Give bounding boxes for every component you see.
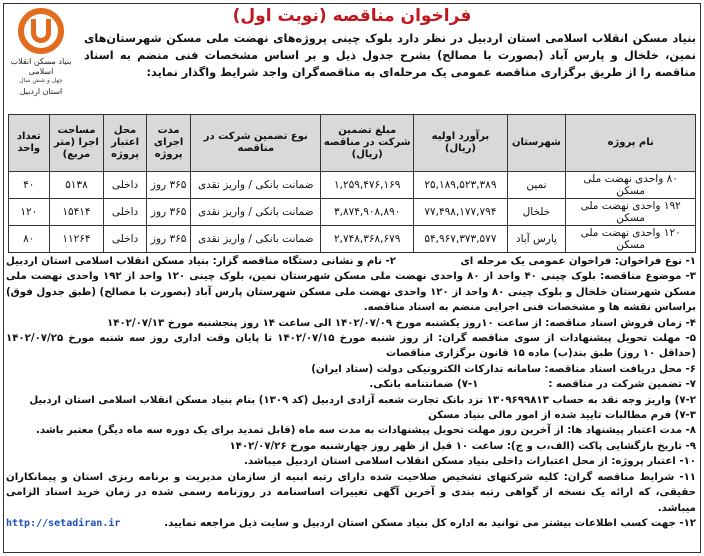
cell-area: ۱۵۴۱۴ (49, 199, 104, 226)
cell-funding-source: داخلی (104, 226, 147, 253)
cell-city: نمین (507, 172, 566, 199)
cell-project-name: ۸۰ واحدی نهضت ملی مسکن (566, 172, 696, 199)
item-7-2: ۷-۲) واریز وجه نقد به حساب ۱۳۰۹۶۹۹۸۱۳ نزد بانک تجارت شعبه آزادی اردبیل (کد ۱۳۰۹) بنام بنیاد مسکن انقلاب اسلامی استان اردبیل (29, 394, 696, 406)
header-estimate: برآورد اولیه (ریال) (414, 115, 507, 172)
item-7: ۷- تضمین شرکت در مناقصه : (548, 379, 696, 391)
item-9: ۹- تاریخ بازگشایی پاکت (الف،ب و ج): ساعت ۱۰ قبل از ظهر روز چهارشنبه مورخ ۱۴۰۲/۰۷/۲۶ (229, 440, 696, 452)
cell-project-name: ۱۲۰ واحدی نهضت ملی مسکن (566, 226, 696, 253)
item-12: ۱۲- جهت کسب اطلاعات بیشتر می توانید به اداره کل بنیاد مسکن استان اردبیل و سایت ذیل مراجعه نمایید. (164, 517, 696, 529)
item-6: ۶- محل دریافت اسناد مناقصه: سامانه تدارکات الکترونیکی دولت (ستاد ایران) (311, 363, 696, 375)
cell-duration: ۳۶۵ روز (146, 226, 191, 253)
cell-duration: ۳۶۵ روز (146, 199, 191, 226)
table-row (9, 172, 696, 199)
item-7-3: ۷-۳) فرم مطالبات تایید شده از امور مالی بنیاد مسکن (428, 410, 696, 422)
header-area: مساحت اجرا (متر مربع) (49, 115, 104, 172)
header-city: شهرستان (507, 115, 566, 172)
cell-unit-count: ۸۰ (9, 226, 50, 253)
setadiran-link[interactable]: http://setadiran.ir (6, 517, 121, 529)
cell-project-name: ۱۹۲ واحدی نهضت ملی مسکن (566, 199, 696, 226)
item-8: ۸- مدت اعتبار پیشنهاد ها: از آخرین روز مهلت تحویل پیشنهادات به مدت سه ماه (قابل تمدید برای یک دوره سه ماه دیگر) معتبر باشد. (36, 425, 696, 437)
header-duration: مدت اجرای پروژه (146, 115, 191, 172)
item-5: ۵- مهلت تحویل پیشنهادات از سوی مناقصه گران: از روز شنبه مورخ ۱۴۰۲/۰۷/۱۵ تا پایان وقت اداری روز سه شنبه مورخ ۱۴۰۲/۰۷/۲۵ (حداقل ۱۰ روز) طبق بند(ب) ماده ۱۵ قانون برگزاری مناقصات (6, 333, 696, 360)
logo-org-name: بنیاد مسکن انقلاب اسلامی (10, 57, 72, 76)
logo-subtitle: چهل و شش سال (19, 77, 63, 84)
item-4: ۴- زمان فروش اسناد مناقصه: از ساعت ۱۰روز یکشنبه مورخ ۱۴۰۲/۰۷/۰۹ الی ساعت ۱۴ روز پنجشنبه مورخ ۱۴۰۲/۰۷/۱۳ (107, 317, 696, 329)
intro-paragraph: بنیاد مسکن انقلاب اسلامی استان اردبیل در نظر دارد بلوک چینی پروژه‌های نهضت ملی مسکن شهرستان‌های نمین، خلخال و پارس آباد (بصورت با مصالح) بشرح جدول ذیل و بر اساس مشخصات فنی منضم به اسناد مناقصه را از طریق برگزاری مناقصه عمومی یک مرحله‌ای به مناقصه‌گران واجد شرایط واگذار نماید: (84, 32, 696, 79)
cell-funding-source: داخلی (104, 199, 147, 226)
item-7-1: ۷-۱) ضمانتنامه بانکی. (369, 379, 479, 391)
cell-guarantee-amount: ۲,۷۴۸,۳۶۸,۶۷۹ (321, 226, 414, 253)
cell-guarantee-amount: ۱,۲۵۹,۴۷۶,۱۶۹ (321, 172, 414, 199)
table-row (9, 226, 696, 253)
cell-estimate: ۵۴,۹۶۷,۳۷۳,۵۷۷ (414, 226, 507, 253)
tender-table (8, 114, 696, 253)
header-project-name: نام پروژه (566, 115, 696, 172)
cell-guarantee-amount: ۳,۸۷۴,۹۰۸,۸۹۰ (321, 199, 414, 226)
cell-guarantee-type: ضمانت بانکی / واریز نقدی (191, 226, 321, 253)
item-2: ۲- نام و نشانی دستگاه مناقصه گزار: بنیاد مسکن انقلاب اسلامی استان اردبیل (6, 256, 396, 267)
cell-city: خلخال (507, 199, 566, 226)
cell-duration: ۳۶۵ روز (146, 172, 191, 199)
cell-estimate: ۲۵,۱۸۹,۵۲۳,۳۸۹ (414, 172, 507, 199)
notice-title: فراخوان مناقصه (نوبت اول) (232, 6, 472, 26)
cell-estimate: ۷۷,۴۹۸,۱۷۷,۷۹۴ (414, 199, 507, 226)
logo-city: استان اردبیل (19, 87, 63, 96)
item-1: ۱- نوع فراخوان: فراخوان عمومی یک مرحله ای (460, 256, 696, 267)
cell-unit-count: ۱۲۰ (9, 199, 50, 226)
item-11: ۱۱- شرایط مناقصه گران: کلیه شرکتهای تشخیص صلاحیت شده دارای رتبه ابنیه از سازمان مدیریت و برنامه ریزی استان و پیمانکاران حقیقی، که ارائه یک نسخه از گواهی رتبه بندی و آخرین آگهی تغییرات اساسنامه در روزنامه رسمی شده در زمان خرید اسناد الزامی میباشد. (6, 471, 696, 514)
header-guarantee-type: نوع تضمین شرکت در مناقصه (191, 115, 321, 172)
cell-guarantee-type: ضمانت بانکی / واریز نقدی (191, 172, 321, 199)
table-header-row (9, 115, 696, 172)
cell-unit-count: ۴۰ (9, 172, 50, 199)
cell-city: پارس آباد (507, 226, 566, 253)
cell-area: ۱۱۲۶۴ (49, 226, 104, 253)
cell-funding-source: داخلی (104, 172, 147, 199)
header-unit-count: تعداد واحد (9, 115, 50, 172)
item-10: ۱۰- اعتبار پروژه: از محل اعتبارات داخلی بنیاد مسکن انقلاب اسلامی استان اردبیل میباشد. (243, 456, 696, 468)
header-guarantee-amount: مبلغ تضمین شرکت در مناقصه (ریال) (321, 115, 414, 172)
cell-guarantee-type: ضمانت بانکی / واریز نقدی (191, 199, 321, 226)
table-row (9, 199, 696, 226)
conditions-list (6, 254, 696, 531)
item-3: ۳- موضوع مناقصه: بلوک چینی ۴۰ واحد از ۸۰ واحدی نهضت ملی مسکن شهرستان نمین، بلوک چینی ۱۲۰ واحد از ۱۹۲ واحدی نهضت ملی مسکن شهرستان خلخال و بلوک چینی ۸۰ واحد از ۱۲۰ واحدی نهضت ملی مسکن شهرستان پارس آباد (بصورت با مصالح) (طبق جدول فوق) براساس نقشه ها و مشخصات فنی اجرایی منضم به اسناد مناقصه. (6, 271, 696, 314)
cell-area: ۵۱۳۸ (49, 172, 104, 199)
header-funding-source: محل اعتبار پروژه (104, 115, 147, 172)
